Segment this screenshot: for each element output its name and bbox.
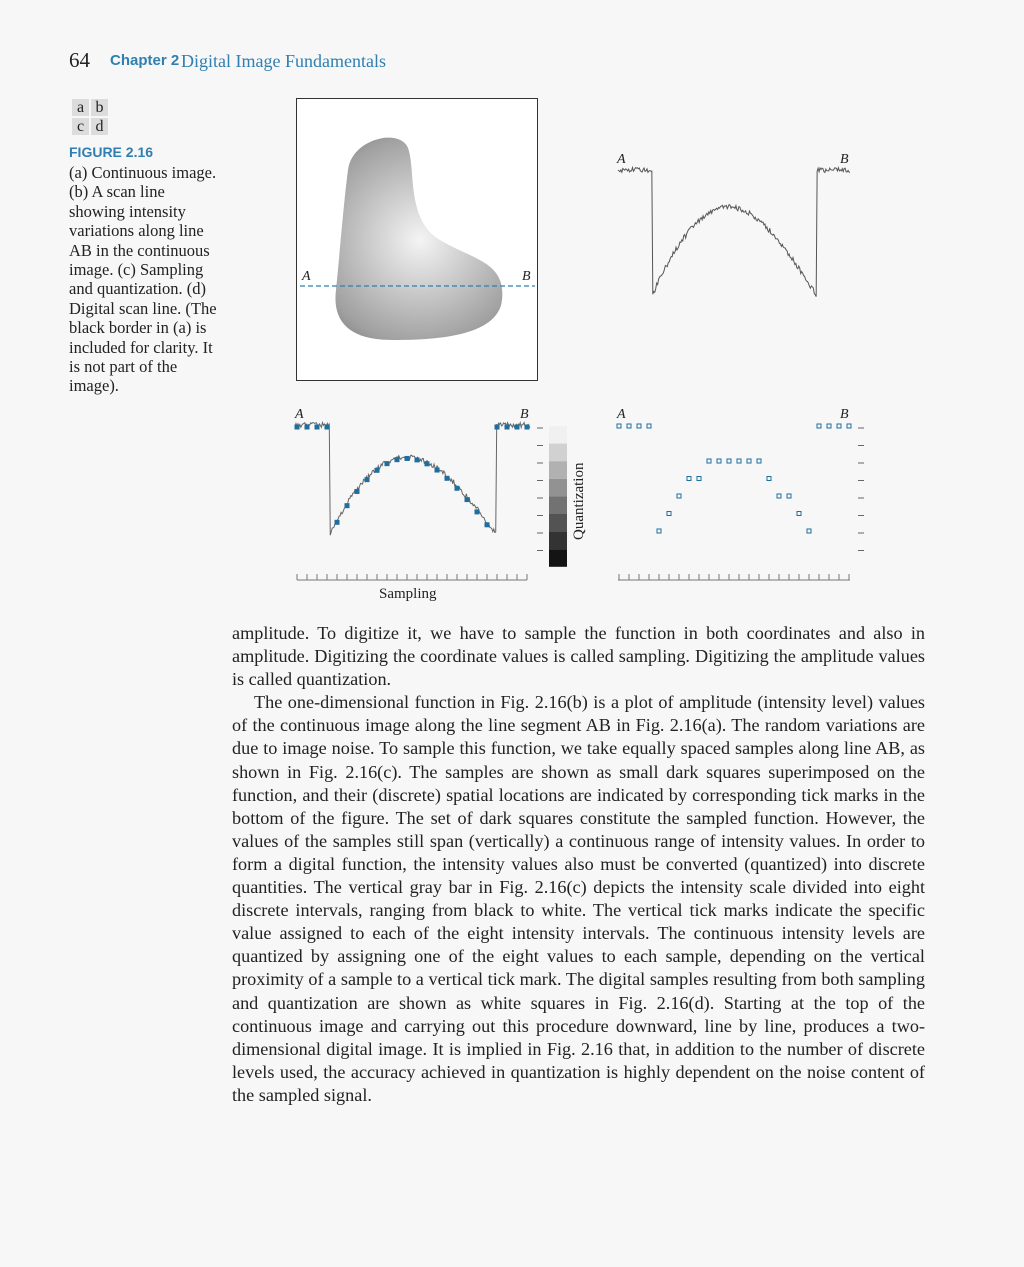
sample-marker xyxy=(475,509,480,514)
sample-marker xyxy=(455,486,460,491)
sampling-ticks xyxy=(297,574,527,580)
page-number: 64 xyxy=(69,48,90,72)
figure-label: FIGURE 2.16 xyxy=(69,144,154,160)
figure-caption: (a) Continuous image. (b) A scan line showing intensity variations along line AB in the continuous image. (c) Sampling and quantization. (d) Digital scan line. (The black border in (a) is included for clarity. It is not part of the image). xyxy=(69,163,217,396)
sample-marker xyxy=(495,425,500,430)
chapter-label: Chapter 2 xyxy=(110,52,180,69)
digital-sample xyxy=(687,477,691,481)
digital-sample xyxy=(627,424,631,428)
quantization-level xyxy=(549,532,567,550)
quantization-level xyxy=(549,479,567,497)
panel-key-b: b xyxy=(91,99,108,116)
quantization-level xyxy=(549,549,567,567)
sample-marker xyxy=(315,425,320,430)
panel-b-scan-line xyxy=(616,152,850,297)
sample-marker xyxy=(505,425,510,430)
digital-sample xyxy=(767,477,771,481)
panel-c-sampling-quantization xyxy=(294,407,587,602)
panel-a-continuous-image xyxy=(297,99,538,381)
panel-key-a: a xyxy=(72,99,89,116)
digital-sample xyxy=(747,459,751,463)
figure-2-16 xyxy=(0,0,1024,610)
panel-d-digital-scan-line xyxy=(616,407,864,580)
label-b-panel-b: B xyxy=(840,152,849,167)
label-b-panel-d: B xyxy=(840,407,849,422)
scan-line-curve xyxy=(618,168,850,297)
sample-marker xyxy=(465,497,470,502)
chapter-title: Digital Image Fundamentals xyxy=(181,51,386,71)
panel-key-d: d xyxy=(91,118,108,135)
digital-sample xyxy=(707,459,711,463)
sample-marker xyxy=(405,456,410,461)
digital-sample xyxy=(837,424,841,428)
sampled-curve xyxy=(295,423,530,536)
sample-marker xyxy=(515,425,520,430)
quantization-level xyxy=(549,461,567,479)
quantization-level xyxy=(549,444,567,462)
sample-marker xyxy=(525,425,530,430)
digital-sample xyxy=(677,494,681,498)
quantization-label: Quantization xyxy=(571,462,587,540)
digital-sample xyxy=(807,529,811,533)
digital-sample xyxy=(637,424,641,428)
label-b-panel-c: B xyxy=(520,407,529,422)
digital-sample xyxy=(817,424,821,428)
quantization-ticks xyxy=(537,428,543,551)
label-a-panel-d: A xyxy=(617,407,626,422)
sample-marker xyxy=(385,461,390,466)
paragraph-2: The one-dimensional function in Fig. 2.16(b) is a plot of amplitude (intensity level) values of the continuous image along the line segment AB in Fig. 2.16(a). The random variations are due to image noise. To sample this function, we take equally spaced samples along line AB, as shown in Fig. 2.16(c). The samples are shown as small dark squares superimposed on the function, and their (discrete) spatial locations are indicated by corresponding tick marks in the bottom of the figure. The set of dark squares constitute the sampled function. However, the values of the samples still span (vertically) a continuous range of intensity values. In order to form a digital function, the intensity values also must be converted (quantized) into discrete quantities. The vertical gray bar in Fig. 2.16(c) depicts the intensity scale divided into eight discrete intervals, ranging from black to white. The vertical tick marks indicate the specific value assigned to each of the eight intensity intervals. The continuous intensity levels are quantized by assigning one of the eight values to each sample, depending on the vertical proximity of a sample to a vertical tick mark. The digital samples resulting from both sampling and quantization are shown as white squares in Fig. 2.16(d). Starting at the top of the continuous image and carrying out this procedure downward, line by line, produces a two-dimensional digital image. It is implied in Fig. 2.16 that, in addition to the number of discrete levels used, the accuracy achieved in quantization is highly dependent on the noise content of the sampled signal. xyxy=(232,692,925,1105)
digital-sample xyxy=(657,529,661,533)
quantization-ticks-d xyxy=(858,428,864,551)
body-text xyxy=(232,622,925,1107)
quantization-level xyxy=(549,514,567,532)
quantization-level xyxy=(549,426,567,444)
digital-sample xyxy=(667,512,671,516)
sampling-label: Sampling xyxy=(379,586,437,602)
sample-marker xyxy=(445,476,450,481)
digital-sample xyxy=(697,477,701,481)
sample-marker xyxy=(345,503,350,508)
digital-sample xyxy=(617,424,621,428)
panel-key-c: c xyxy=(72,118,89,135)
digital-sample xyxy=(847,424,851,428)
quantization-level xyxy=(549,496,567,514)
label-a-panel-b: A xyxy=(617,152,626,167)
label-a-panel-a: A xyxy=(302,269,311,284)
sample-marker xyxy=(325,425,330,430)
quantization-bar xyxy=(549,426,567,567)
sample-marker xyxy=(355,489,360,494)
sample-marker xyxy=(295,425,300,430)
digital-sample xyxy=(717,459,721,463)
sample-marker xyxy=(395,457,400,462)
digital-sample xyxy=(647,424,651,428)
digital-sample xyxy=(757,459,761,463)
label-b-panel-a: B xyxy=(522,269,531,284)
sampling-ticks-d xyxy=(619,574,849,580)
sample-marker xyxy=(335,520,340,525)
label-a-panel-c: A xyxy=(295,407,304,422)
paragraph-1: amplitude. To digitize it, we have to sample the function in both coordinates and also in amplitude. Digitizing the coordinate values is called sampling. Digitizing the amplitude values is called quantization. xyxy=(232,623,925,690)
sample-marker xyxy=(365,477,370,482)
digital-sample xyxy=(797,512,801,516)
digital-samples xyxy=(617,424,851,533)
sample-marker xyxy=(435,468,440,473)
sample-marker xyxy=(305,425,310,430)
digital-sample xyxy=(737,459,741,463)
sample-marker xyxy=(375,468,380,473)
digital-sample xyxy=(787,494,791,498)
digital-sample xyxy=(727,459,731,463)
sample-marker xyxy=(485,522,490,527)
digital-sample xyxy=(777,494,781,498)
sample-marker xyxy=(425,461,430,466)
digital-sample xyxy=(827,424,831,428)
sample-marker xyxy=(415,457,420,462)
